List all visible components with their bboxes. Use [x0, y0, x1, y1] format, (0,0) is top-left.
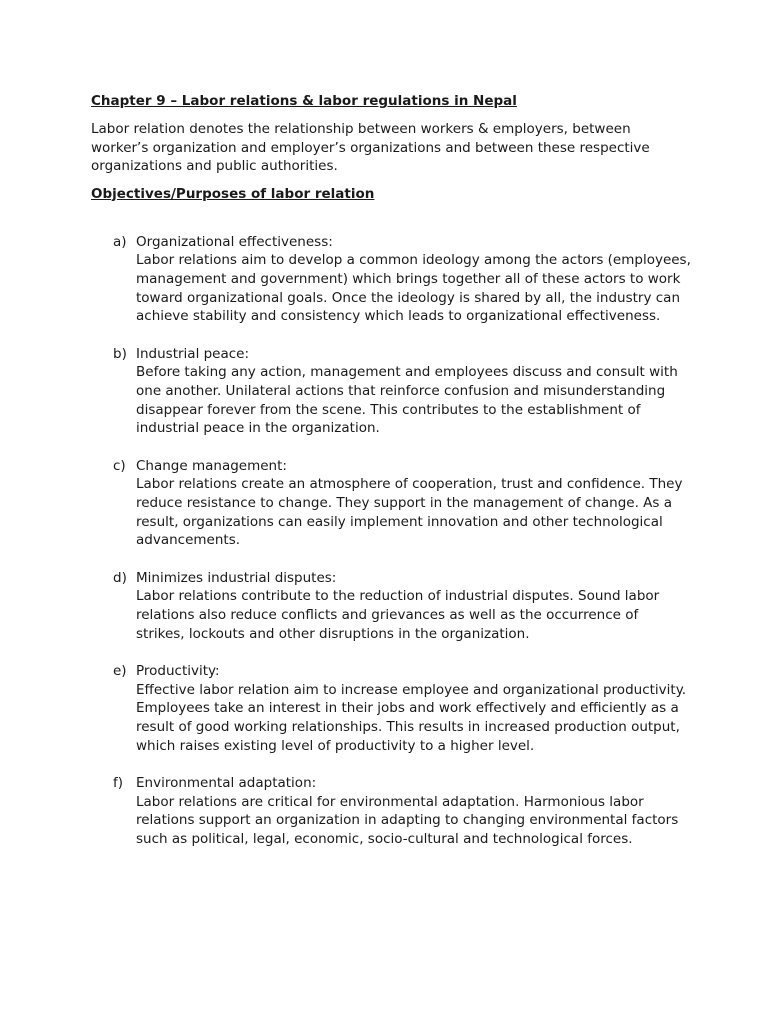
- objectives-list: [91, 233, 691, 849]
- list-item: [91, 662, 691, 756]
- intro-paragraph: Labor relation denotes the relationship between workers & employers, between worker’s organization and employer’s organizations and between these respective organizations and public authorities.: [91, 121, 650, 174]
- item-heading: Organizational effectiveness:: [136, 233, 333, 250]
- item-body: Labor relations aim to develop a common ideology among the actors (employees, management and government) which brings together all of these actors to work toward organizational goals. Once the ideology is shared by all, the industry can achieve stability and consistency which leads to organizational effectiveness.: [136, 252, 691, 325]
- item-heading: Industrial peace:: [136, 345, 250, 362]
- list-marker: b): [113, 345, 127, 362]
- item-heading: Change management:: [136, 457, 287, 474]
- list-item: [91, 774, 691, 849]
- item-body: Labor relations create an atmosphere of cooperation, trust and confidence. They reduce resistance to change. They support in the management of change. As a result, organizations can easily implement innovation and other technological advancements.: [136, 476, 683, 549]
- list-item: [91, 569, 691, 644]
- list-marker: a): [113, 233, 127, 250]
- item-body: Labor relations are critical for environmental adaptation. Harmonious labor relations support an organization in adapting to changing environmental factors such as political, legal, economic, socio-cultural and technological forces.: [136, 793, 679, 847]
- item-heading: Minimizes industrial disputes:: [136, 569, 337, 586]
- item-heading: Environmental adaptation:: [136, 774, 317, 791]
- item-body: Effective labor relation aim to increase employee and organizational productivity. Employees take an interest in their jobs and work effectively and efficiently as a result of good working relationships. This results in increased production output, which raises existing level of productivity to a higher level.: [136, 681, 687, 754]
- item-heading: Productivity:: [136, 662, 220, 679]
- list-item: [91, 345, 691, 439]
- chapter-title: Chapter 9 – Labor relations & labor regulations in Nepal: [91, 93, 517, 109]
- item-body: Labor relations contribute to the reduction of industrial disputes. Sound labor relations also reduce conflicts and grievances as well as the occurrence of strikes, lockouts and other disruptions in the organization.: [136, 588, 660, 642]
- list-marker: e): [113, 662, 127, 679]
- list-item: [91, 233, 691, 327]
- section-title: Objectives/Purposes of labor relation: [91, 185, 375, 202]
- document-page: [91, 92, 691, 867]
- list-item: [91, 457, 691, 551]
- list-marker: f): [113, 774, 124, 791]
- list-marker: c): [113, 457, 126, 474]
- list-marker: d): [113, 569, 127, 586]
- item-body: Before taking any action, management and employees discuss and consult with one another. Unilateral actions that reinforce confusion and misunderstanding disappear forever from the scene. This contributes to the establishment of industrial peace in the organization.: [136, 364, 678, 437]
